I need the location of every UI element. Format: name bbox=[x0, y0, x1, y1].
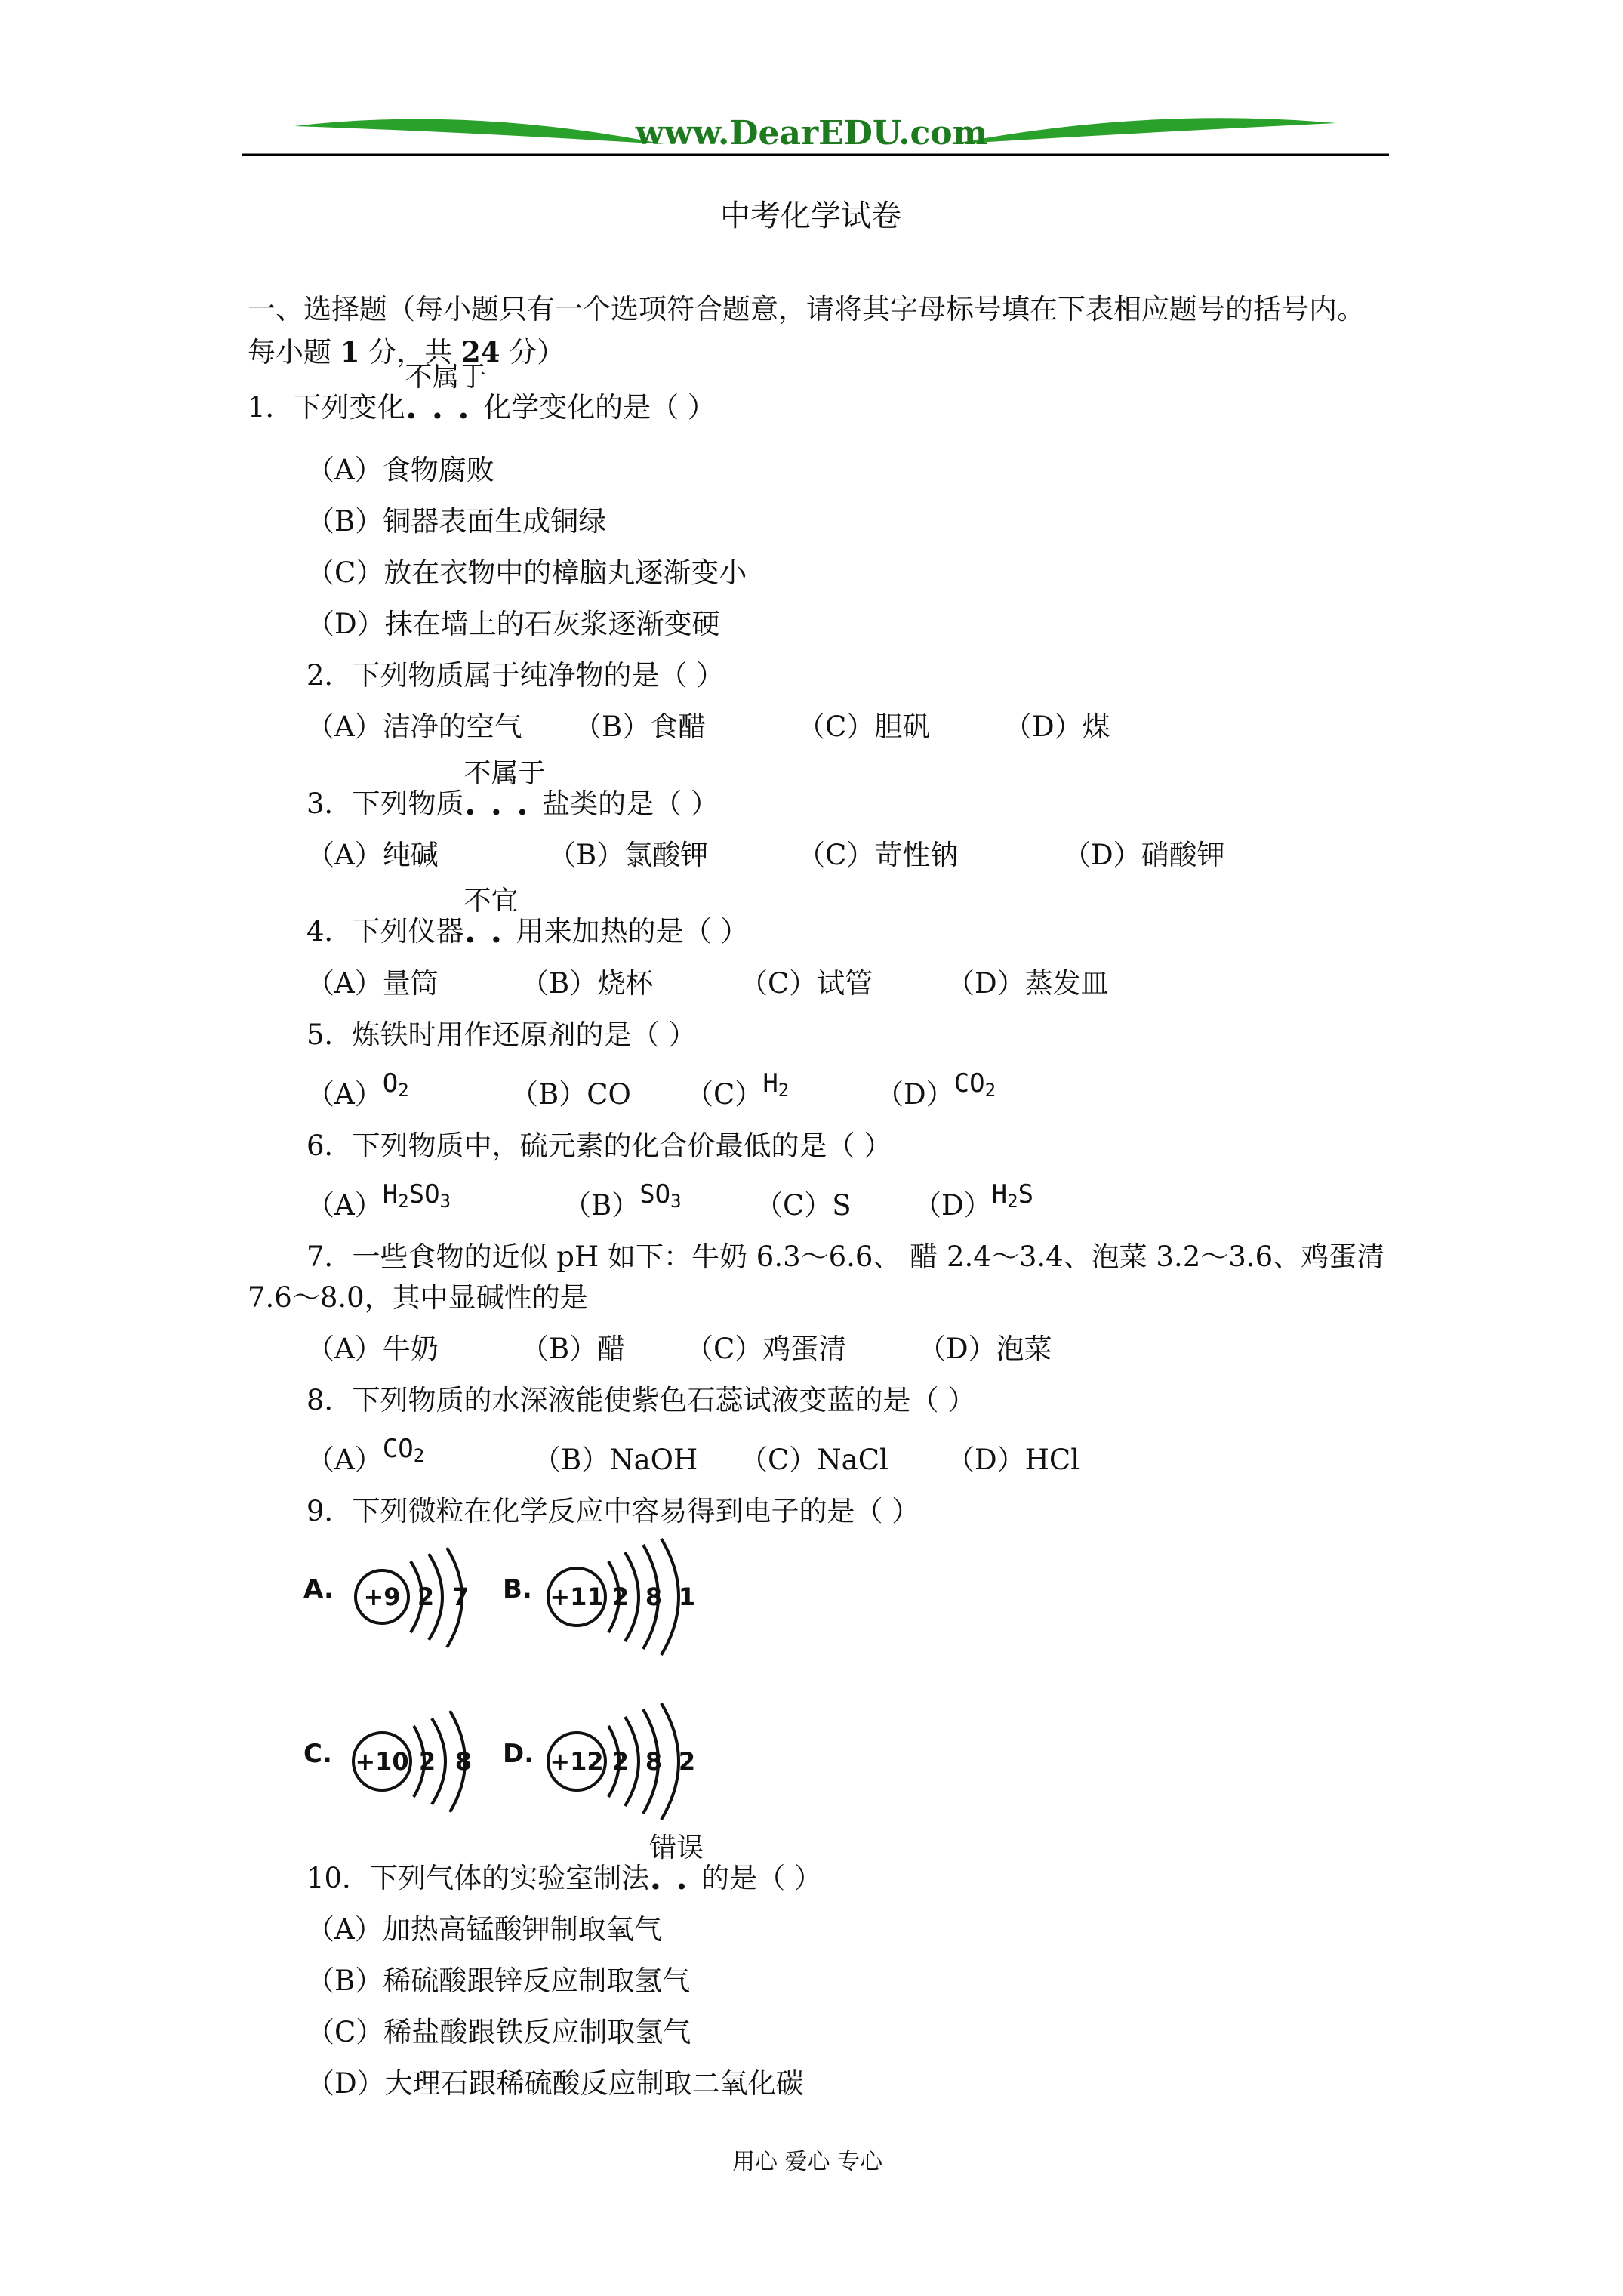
option-label: （A） bbox=[306, 1078, 383, 1111]
question-4-option-b: （B）烧杯 bbox=[521, 967, 654, 1000]
nucleus-charge: +10 bbox=[355, 1747, 409, 1776]
question-1-stem bbox=[248, 362, 716, 429]
question-5-option-d bbox=[876, 1068, 996, 1119]
heading-text: 分，共 bbox=[359, 336, 462, 368]
emphasis-text: 不属于 bbox=[463, 758, 546, 789]
atom-label: B. bbox=[503, 1574, 532, 1604]
question-7-option-b: （B）醋 bbox=[521, 1333, 626, 1365]
shell-electrons: 2 bbox=[417, 1583, 435, 1611]
formula: $O_2$ bbox=[382, 1068, 409, 1101]
question-6-option-a bbox=[306, 1179, 451, 1230]
question-4-option-a: （A）量筒 bbox=[306, 967, 439, 1000]
question-7-option-d: （D）泡菜 bbox=[918, 1333, 1052, 1365]
option-label: （A） bbox=[306, 1444, 383, 1476]
question-8-option-d: （D）HCl bbox=[947, 1444, 1080, 1476]
logo-text: www.DearEDU.com bbox=[635, 114, 988, 153]
shell-electrons: 2 bbox=[678, 1747, 696, 1776]
emphasis-mark: 不属于 ••• bbox=[463, 758, 546, 825]
page-title: 中考化学试卷 bbox=[720, 199, 901, 233]
question-5-option-c bbox=[685, 1068, 790, 1119]
question-text: 盐类的是（ ） bbox=[542, 787, 719, 820]
heading-text: 分） bbox=[500, 336, 565, 368]
formula: $SO_3$ bbox=[639, 1179, 682, 1212]
question-8-option-b: （B）NaOH bbox=[533, 1444, 698, 1476]
question-3-option-d: （D）硝酸钾 bbox=[1063, 839, 1225, 871]
shell-electrons: 7 bbox=[451, 1583, 470, 1611]
heading-text: 每小题 bbox=[248, 336, 340, 368]
question-2-option-c: （C）胆矾 bbox=[797, 710, 931, 743]
nucleus-charge: +12 bbox=[550, 1747, 604, 1776]
heading-points-total: 24 bbox=[461, 335, 500, 368]
question-7-line2: 7.6～8.0，其中显碱性的是 bbox=[248, 1281, 588, 1314]
question-2-option-d: （D）煤 bbox=[1004, 710, 1110, 743]
question-10-option-d: （D）大理石跟稀硫酸反应制取二氧化碳 bbox=[306, 2067, 804, 2100]
atom-d bbox=[503, 1703, 695, 1820]
atom-c bbox=[303, 1711, 472, 1812]
question-7-option-c: （C）鸡蛋清 bbox=[685, 1333, 847, 1365]
question-4-stem bbox=[306, 886, 749, 953]
nucleus-charge: +9 bbox=[363, 1583, 401, 1611]
question-4-option-d: （D）蒸发皿 bbox=[947, 967, 1109, 1000]
question-1-option-b: （B）铜器表面生成铜绿 bbox=[306, 505, 607, 538]
question-2-option-a: （A）洁净的空气 bbox=[306, 710, 522, 743]
option-label: （D） bbox=[913, 1189, 992, 1222]
logo-swoosh-left bbox=[294, 119, 664, 144]
atom-a bbox=[303, 1548, 469, 1647]
question-7-line1: 7．一些食物的近似 pH 如下：牛奶 6.3～6.6、 醋 2.4～3.4、泡菜 3.2～3.6、鸡蛋清 bbox=[306, 1240, 1385, 1273]
heading-points-each: 1 bbox=[340, 335, 360, 368]
page-footer: 用心 爱心 专心 bbox=[732, 2149, 883, 2175]
nucleus-charge: +11 bbox=[550, 1583, 604, 1611]
question-text: 化学变化的是（ ） bbox=[483, 391, 716, 424]
question-text: 3．下列物质 bbox=[306, 787, 464, 820]
question-4-option-c: （C）试管 bbox=[740, 967, 873, 1000]
question-10-option-b: （B）稀硫酸跟锌反应制取氢气 bbox=[306, 1965, 691, 1997]
question-text: 用来加热的是（ ） bbox=[516, 915, 749, 948]
question-3-stem bbox=[306, 758, 719, 825]
shell-electrons: 2 bbox=[418, 1747, 436, 1776]
question-2-stem: 2．下列物质属于纯净物的是（ ） bbox=[306, 659, 725, 692]
question-text: 的是（ ） bbox=[701, 1862, 822, 1894]
question-10-option-a: （A）加热高锰酸钾制取氧气 bbox=[306, 1913, 662, 1946]
question-7-option-a: （A）牛奶 bbox=[306, 1333, 439, 1365]
shell-electrons: 8 bbox=[645, 1583, 663, 1611]
shell-arc bbox=[661, 1539, 679, 1655]
question-9-stem: 9．下列微粒在化学反应中容易得到电子的是（ ） bbox=[306, 1495, 920, 1527]
question-1-option-c: （C）放在衣物中的樟脑丸逐渐变小 bbox=[306, 556, 747, 589]
atom-b bbox=[503, 1539, 695, 1655]
question-5-option-a bbox=[306, 1068, 409, 1119]
section-heading-line1: 一、选择题（每小题只有一个选项符合题意，请将其字母标号填在下表相应题号的括号内。 bbox=[248, 293, 1365, 325]
emphasis-text: 错误 bbox=[649, 1832, 704, 1863]
question-text: 1．下列变化 bbox=[248, 391, 405, 424]
formula: $H_2$ bbox=[762, 1068, 790, 1101]
shell-electrons: 8 bbox=[645, 1747, 663, 1776]
question-6-option-c: （C）S bbox=[755, 1189, 852, 1222]
question-10-option-c: （C）稀盐酸跟铁反应制取氢气 bbox=[306, 2016, 691, 2048]
shell-arc bbox=[661, 1703, 679, 1820]
option-label: （D） bbox=[876, 1078, 954, 1111]
emphasis-text: 不宜 bbox=[463, 886, 519, 917]
question-10-stem bbox=[306, 1832, 822, 1900]
emphasis-text: 不属于 bbox=[405, 362, 487, 393]
question-2-option-b: （B）食醋 bbox=[574, 710, 707, 743]
question-6-option-d bbox=[913, 1179, 1034, 1230]
question-5-stem: 5．炼铁时用作还原剂的是（ ） bbox=[306, 1019, 697, 1051]
emphasis-mark: 错误 •• bbox=[649, 1832, 704, 1900]
emphasis-mark: 不宜 •• bbox=[463, 886, 519, 953]
formula: $H_2S$ bbox=[991, 1179, 1034, 1212]
atom-label: A. bbox=[303, 1574, 334, 1604]
question-3-option-b: （B）氯酸钾 bbox=[548, 839, 709, 871]
question-3-option-a: （A）纯碱 bbox=[306, 839, 439, 871]
emphasis-mark: 不属于 ••• bbox=[405, 362, 487, 429]
formula: $CO_2$ bbox=[382, 1434, 425, 1466]
question-8-option-c: （C）NaCl bbox=[740, 1444, 888, 1476]
formula: $CO_2$ bbox=[953, 1068, 996, 1101]
option-label: （B） bbox=[563, 1189, 640, 1222]
question-6-option-b bbox=[563, 1179, 682, 1230]
header-logo bbox=[242, 109, 1389, 162]
question-1-option-d: （D）抹在墙上的石灰浆逐渐变硬 bbox=[306, 608, 720, 640]
formula: $H_2SO_3$ bbox=[382, 1179, 451, 1212]
question-3-option-c: （C）苛性钠 bbox=[797, 839, 959, 871]
option-label: （C） bbox=[685, 1078, 763, 1111]
shell-electrons: 1 bbox=[678, 1583, 696, 1611]
shell-electrons: 2 bbox=[611, 1747, 630, 1776]
atom-label: C. bbox=[303, 1739, 332, 1769]
shell-electrons: 2 bbox=[611, 1583, 630, 1611]
question-1-option-a: （A）食物腐败 bbox=[306, 454, 494, 486]
question-text: 4．下列仪器 bbox=[306, 915, 464, 948]
question-6-stem: 6．下列物质中，硫元素的化合价最低的是（ ） bbox=[306, 1130, 892, 1162]
question-5-option-b: （B）CO bbox=[510, 1078, 631, 1111]
atom-label: D. bbox=[503, 1739, 534, 1769]
shell-electrons: 8 bbox=[454, 1747, 473, 1776]
option-label: （A） bbox=[306, 1189, 383, 1222]
question-8-option-a bbox=[306, 1434, 425, 1484]
atom-structure-diagrams bbox=[299, 1537, 722, 1839]
question-8-stem: 8．下列物质的水深液能使紫色石蕊试液变蓝的是（ ） bbox=[306, 1384, 976, 1416]
question-text: 10．下列气体的实验室制法 bbox=[306, 1862, 650, 1894]
logo-swoosh-right bbox=[951, 118, 1336, 144]
